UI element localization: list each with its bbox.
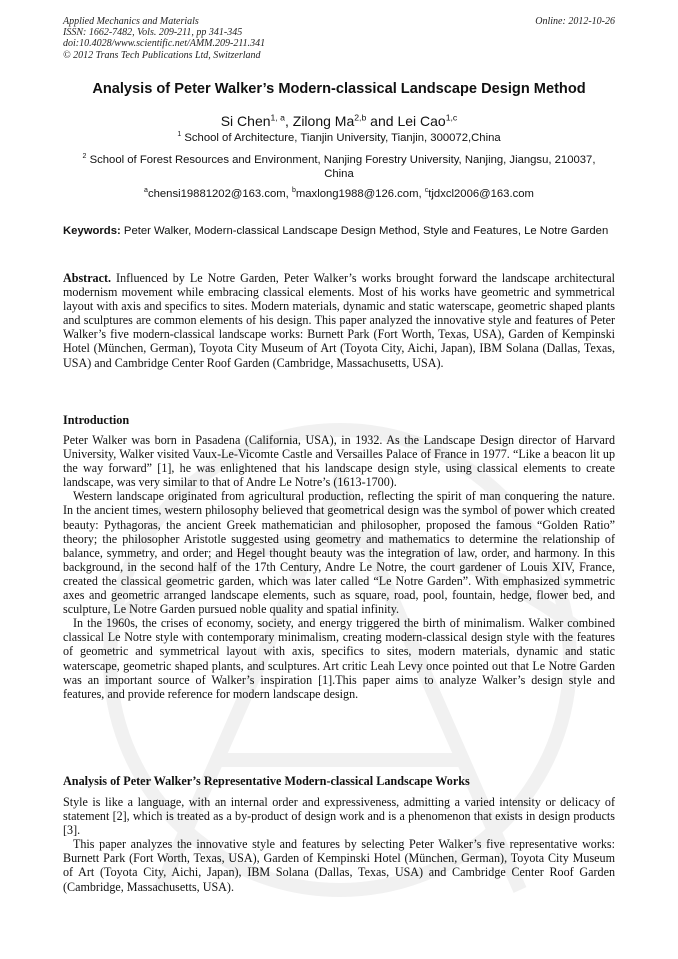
author-separator: , — [284, 113, 293, 129]
journal-header — [63, 16, 615, 61]
affiliation-number: 1 — [177, 131, 182, 139]
author-list — [40, 113, 638, 129]
affiliation-2 — [72, 153, 606, 181]
copyright-line: © 2012 Trans Tech Publications Ltd, Switzerland — [63, 49, 261, 61]
paragraph: Style is like a language, with an internal order and expressiveness, admitting a varied intensity or delicacy of statement [2], which is treated as a by-product of design work and is a phenomenon that exists in design products [3]. — [63, 795, 615, 838]
email-address: chensi19881202@163.com — [147, 188, 286, 200]
paragraph: In the 1960s, the crises of economy, society, and energy triggered the birth of minimalism. Walker combined classical Le Notre style with contemporary minimalism, creating modern-classical design style with the features of geometric and symmetrical layout with axis, specifics to sites, modern materials, dynamic and static waterscape, geometric shaped plants, and sculptures. Art critic Leah Levy once pointed out that Le Notre Garden was an important source of Walker’s inspiration [1].This paper aims to analyze Walker’s design style and features, and provide reference for modern landscape design. — [63, 616, 615, 701]
analysis-body — [63, 795, 615, 894]
affiliation-text: School of Forest Resources and Environment, Nanjing Forestry University, Nanjing, Jiangsu, 210037, China — [89, 154, 596, 180]
author-superscript: 2,b — [354, 112, 367, 123]
doi-line: doi:10.4028/www.scientific.net/AMM.209-211.341 — [63, 38, 266, 50]
section-heading-introduction: Introduction — [63, 413, 130, 427]
issn-line: ISSN: 1662-7482, Vols. 209-211, pp 341-345 — [63, 27, 243, 39]
email-superscript: b — [291, 187, 296, 195]
email-address: maxlong1988@126.com — [295, 188, 419, 200]
abstract-label: Abstract. — [63, 271, 112, 285]
author-name: Lei Cao — [397, 113, 446, 129]
abstract-block — [63, 271, 615, 370]
paragraph: Peter Walker was born in Pasadena (California, USA), in 1932. As the Landscape Design director of Harvard University, Walker visited Vaux-Le-Vicomte Castle and Versailles Palace of France in 1977. “Like a beacon lit up the way forward” [1], he was enlightened that his landscape design style, using classical elements to create landscape, was very similar to that of Andre Le Notre’s (1613-1700). — [63, 433, 615, 490]
online-date: Online: 2012-10-26 — [535, 16, 615, 27]
author-name: Zilong Ma — [292, 113, 355, 129]
keywords-text: Peter Walker, Modern-classical Landscape Design Method, Style and Features, Le Notre Garden — [123, 225, 609, 237]
section-heading-analysis: Analysis of Peter Walker’s Representative Modern-classical Landscape Works — [63, 774, 470, 788]
paragraph: This paper analyzes the innovative style and features by selecting Peter Walker’s five representative works: Burnett Park (Fort Worth, Texas, USA), Garden of Kempinski Hotel (München, German), Toyota City Museum of Art (Toyota City, Aichi, Japan), IBM Solana (Dallas, Texas, USA) and Cambridge Center Roof Garden (Cambridge, Massachusetts, USA). — [63, 837, 615, 894]
affiliation-text: School of Architecture, Tianjin University, Tianjin, 300072,China — [184, 132, 501, 144]
author-name: Si Chen — [220, 113, 271, 129]
author-superscript: 1, a — [270, 112, 285, 123]
abstract-text: Influenced by Le Notre Garden, Peter Walker’s works brought forward the landscape architectural modernism movement while embracing classical elements. Most of his works have geometric and symmetrical layout with axis and specifics to sites. Modern materials, dynamic and static waterscape, geometric shaped plants and sculptures are common elements of his design. This paper analyzed the innovative style and features of Peter Walker’s five modern-classical landscape works: Burnett Park (Fort Worth, Texas, USA), Garden of Kempinski Hotel (München, German), Toyota City Museum of Art (Toyota City, Aichi, Japan), IBM Solana (Dallas, Texas, USA) and Cambridge Center Roof Garden (Cambridge, Massachusetts, USA). — [63, 271, 615, 370]
email-separator: , — [285, 188, 292, 200]
affiliation-number: 2 — [82, 153, 87, 161]
email-separator: , — [418, 188, 425, 200]
email-list — [40, 188, 638, 200]
email-superscript: a — [144, 187, 148, 195]
keywords-block — [63, 224, 615, 239]
keywords-label: Keywords: — [63, 225, 121, 237]
introduction-body — [63, 433, 615, 701]
journal-name: Applied Mechanics and Materials — [63, 16, 199, 27]
author-separator: and — [366, 113, 398, 129]
paper-title: Analysis of Peter Walker’s Modern-classical Landscape Design Method — [92, 81, 586, 97]
author-superscript: 1,c — [445, 112, 458, 123]
affiliation-1 — [72, 131, 606, 145]
email-superscript: c — [424, 187, 429, 195]
email-address: tjdxcl2006@163.com — [428, 188, 534, 200]
paragraph: Western landscape originated from agricultural production, reflecting the spirit of man conquering the nature. In the ancient times, western philosophy believed that geometrical design was the symbol of power which created beauty: Pythagoras, the ancient Greek mathematician and philosopher, proposed the famous “Golden Ratio” theory; the philosopher Aristotle suggested using geometry and mathematics to determine the relationship of balance, symmetry, and order; and Hegel thought beauty was the integration of law, order, and harmony. In this background, in the second half of the 17th Century, Andre Le Notre, the court gardener of Louis XIV, France, created the classical geometric garden, which was later called “Le Notre Garden”. With emphasized symmetric axes and geometric arranged landscape elements, such as square, road, pool, fountain, hedge, flower bed, and sculpture, Le Notre Garden pursued noble quality and spatial infinity. — [63, 489, 615, 617]
